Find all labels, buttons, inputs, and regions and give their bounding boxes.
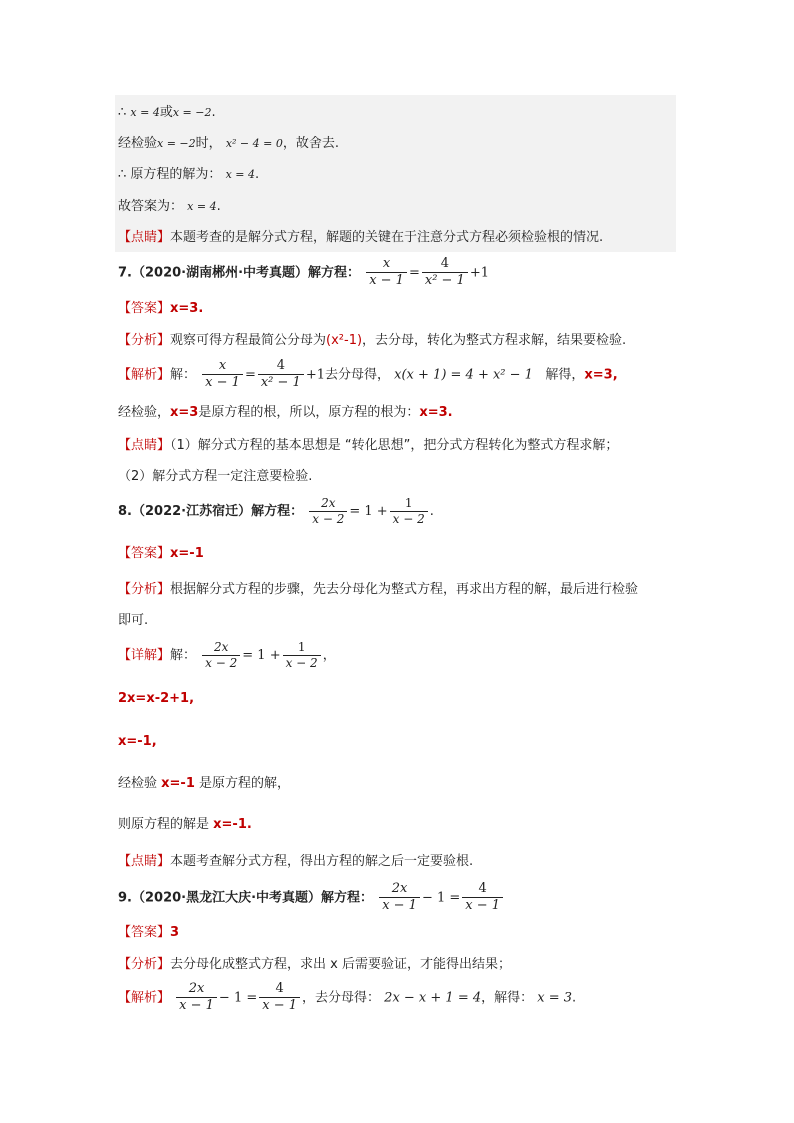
remark-tag: 【点睛】	[118, 438, 171, 453]
math-x-neg2: x = −2	[157, 137, 196, 150]
denominator: x − 1	[369, 273, 404, 289]
text-is-root: 是原方程的根，所以，原方程的根为：	[198, 405, 420, 420]
text-check: 经检验	[118, 136, 158, 151]
remark-text: 本题考查解分式方程，得出方程的解之后一定要验根.	[170, 854, 474, 869]
answer-8	[118, 547, 204, 560]
remark-text: （2）解分式方程一定注意要检验.	[118, 469, 313, 484]
text-check: 经检验，	[118, 405, 171, 420]
period: .	[572, 990, 577, 1006]
prev-solution-line-4	[118, 200, 221, 213]
remark-text: 本题考查的是解分式方程，解题的关键在于注意分式方程必须检验根的情况.	[170, 230, 604, 245]
analysis-text: 即可.	[118, 613, 149, 628]
period: .	[429, 504, 434, 519]
answer-value: 3	[170, 925, 180, 940]
step-8-1	[118, 692, 194, 705]
numerator: x	[202, 358, 243, 375]
text-is-solution: 是原方程的解，	[199, 776, 291, 791]
text-or: 或	[159, 105, 173, 120]
math-x2-minus-4: x² − 4 = 0	[225, 137, 283, 150]
fraction	[202, 640, 240, 671]
remark-7-line-1	[118, 439, 618, 452]
fraction	[202, 358, 243, 392]
fraction	[462, 881, 503, 915]
math-x-equals-4: x = 4	[130, 106, 160, 119]
check-value: x=-1	[161, 776, 195, 791]
denominator: x − 2	[392, 512, 425, 526]
denominator: x − 1	[262, 998, 298, 1014]
numerator: 2x	[379, 881, 420, 898]
denominator: x − 2	[285, 656, 318, 670]
analysis-text: 去分母化成整式方程，求出 x 后需要验证，才能得出结果；	[170, 957, 511, 972]
prev-solution-remark	[118, 231, 603, 244]
question-7	[118, 256, 489, 290]
denominator: x² − 1	[424, 273, 465, 289]
analysis-text: 根据解分式方程的步骤，先去分母化为整式方程，再求出方程的解，最后进行检验	[170, 582, 639, 597]
prev-solution-line-3	[118, 168, 259, 181]
minus-one-equals: − 1 =	[421, 890, 461, 906]
analysis-tag: 【分析】	[118, 582, 171, 597]
denominator: x − 1	[205, 375, 240, 391]
remark-8	[118, 855, 473, 868]
denominator: x − 1	[382, 898, 417, 914]
denominator: x − 2	[312, 512, 345, 526]
numerator: 2x	[309, 496, 347, 512]
numerator: 4	[258, 358, 304, 375]
numerator: 4	[462, 881, 503, 898]
question-7-prefix: 7.（2020·湖南郴州·中考真题）解方程：	[118, 265, 361, 281]
answer-tag: 【答案】	[118, 546, 171, 561]
equals-one-plus: = 1 +	[349, 504, 388, 519]
remark-7-line-2	[118, 470, 312, 483]
text-solution-is: 原方程的解为：	[130, 167, 222, 182]
solution-tag: 【解析】	[118, 367, 171, 383]
answer-value: x=-1	[170, 546, 204, 561]
numerator: 4	[422, 256, 468, 273]
period: .	[216, 199, 221, 214]
solution-value: x=-1.	[213, 817, 252, 832]
numerator: 1	[283, 640, 321, 656]
text-solve-get: 解得，	[545, 367, 585, 383]
solution-value: x=3,	[584, 367, 618, 383]
math-x-equals-neg2: x = −2	[172, 106, 212, 119]
fraction	[422, 256, 468, 290]
text-solve-get: ，解得：	[481, 990, 534, 1006]
solution-value: x = 3	[537, 990, 573, 1006]
numerator: x	[366, 256, 407, 273]
minus-one-equals: − 1 =	[218, 990, 258, 1006]
analysis-tag: 【分析】	[118, 957, 171, 972]
therefore-symbol: ∴	[118, 167, 127, 182]
numerator: 1	[390, 496, 428, 512]
check-value: x=3	[170, 405, 199, 420]
math-integral-equation: 2x − x + 1 = 4	[384, 990, 482, 1006]
question-8	[118, 496, 434, 527]
detail-tag: 【详解】	[118, 648, 171, 663]
text-clear-denominator: 去分母得，	[325, 367, 391, 383]
root-value: x=3.	[419, 405, 453, 420]
question-9-prefix: 9.（2020·黑龙江大庆·中考真题）解方程：	[118, 890, 374, 906]
numerator: 4	[259, 981, 300, 998]
denominator: x − 1	[179, 998, 214, 1014]
analysis-text: 观察可得方程最简公分母为	[170, 333, 327, 348]
text-solve: 解：	[170, 367, 197, 383]
comma: ，	[322, 648, 336, 663]
fraction	[259, 981, 300, 1015]
period: .	[211, 105, 216, 120]
denominator: x − 2	[205, 656, 238, 670]
step-equation: x=-1,	[118, 734, 157, 749]
denominator: x − 1	[465, 898, 501, 914]
fraction	[390, 496, 428, 527]
analysis-denominator: (x²-1)	[326, 333, 363, 348]
denominator: x² − 1	[260, 375, 301, 391]
fraction	[283, 640, 321, 671]
math-x-equals-4: x = 4	[225, 168, 255, 181]
analysis-tag: 【分析】	[118, 333, 171, 348]
text-clear-denominator: ，去分母得：	[302, 990, 381, 1006]
text-solution-is: 则原方程的解是	[118, 817, 210, 832]
remark-tag: 【点睛】	[118, 230, 171, 245]
answer-tag: 【答案】	[118, 301, 171, 316]
analysis-9	[118, 958, 511, 971]
check-7	[118, 406, 453, 419]
fraction	[176, 981, 217, 1015]
fraction	[258, 358, 304, 392]
fraction	[309, 496, 347, 527]
math-integral-equation: x(x + 1) = 4 + x² − 1	[394, 367, 533, 383]
equals-sign: =	[408, 265, 420, 281]
period: .	[255, 167, 260, 182]
answer-tag: 【答案】	[118, 925, 171, 940]
solution-7	[118, 358, 618, 392]
step-equation: 2x=x-2+1,	[118, 691, 195, 706]
answer-7	[118, 302, 203, 315]
step-8-2	[118, 735, 157, 748]
math-x-equals-4: x = 4	[187, 200, 217, 213]
text-solve: 解：	[170, 648, 197, 663]
analysis-8-line-1	[118, 583, 638, 596]
solution-9	[118, 981, 576, 1015]
equals-one-plus: = 1 +	[242, 648, 281, 663]
analysis-7	[118, 334, 626, 347]
step-8-4	[118, 818, 252, 831]
solution-tag: 【解析】	[118, 990, 171, 1006]
fraction	[379, 881, 420, 915]
equals-sign: =	[244, 367, 256, 383]
analysis-text-rest: ，去分母，转化为整式方程求解，结果要检验.	[362, 333, 627, 348]
step-8-3	[118, 777, 290, 790]
answer-value: x=3.	[170, 301, 204, 316]
text-discard: ，故舍去.	[282, 136, 339, 151]
detail-8	[118, 640, 336, 671]
numerator: 2x	[202, 640, 240, 656]
question-8-prefix: 8.（2022·江苏宿迁）解方程：	[118, 504, 304, 519]
text-when: 时，	[195, 136, 222, 151]
question-9	[118, 881, 505, 915]
prev-solution-line-2	[118, 137, 339, 150]
answer-9	[118, 926, 179, 939]
numerator: 2x	[176, 981, 217, 998]
analysis-8-line-2	[118, 614, 148, 627]
therefore-symbol: ∴	[118, 105, 127, 120]
plus-one: +1	[469, 265, 490, 281]
text-answer-is: 故答案为：	[118, 199, 184, 214]
remark-tag: 【点睛】	[118, 854, 171, 869]
fraction	[366, 256, 407, 290]
text-check: 经检验	[118, 776, 158, 791]
remark-text: （1）解分式方程的基本思想是 “转化思想”，把分式方程转化为整式方程求解；	[170, 438, 619, 453]
plus-one: +1	[305, 367, 325, 383]
prev-solution-line-1	[118, 106, 216, 119]
